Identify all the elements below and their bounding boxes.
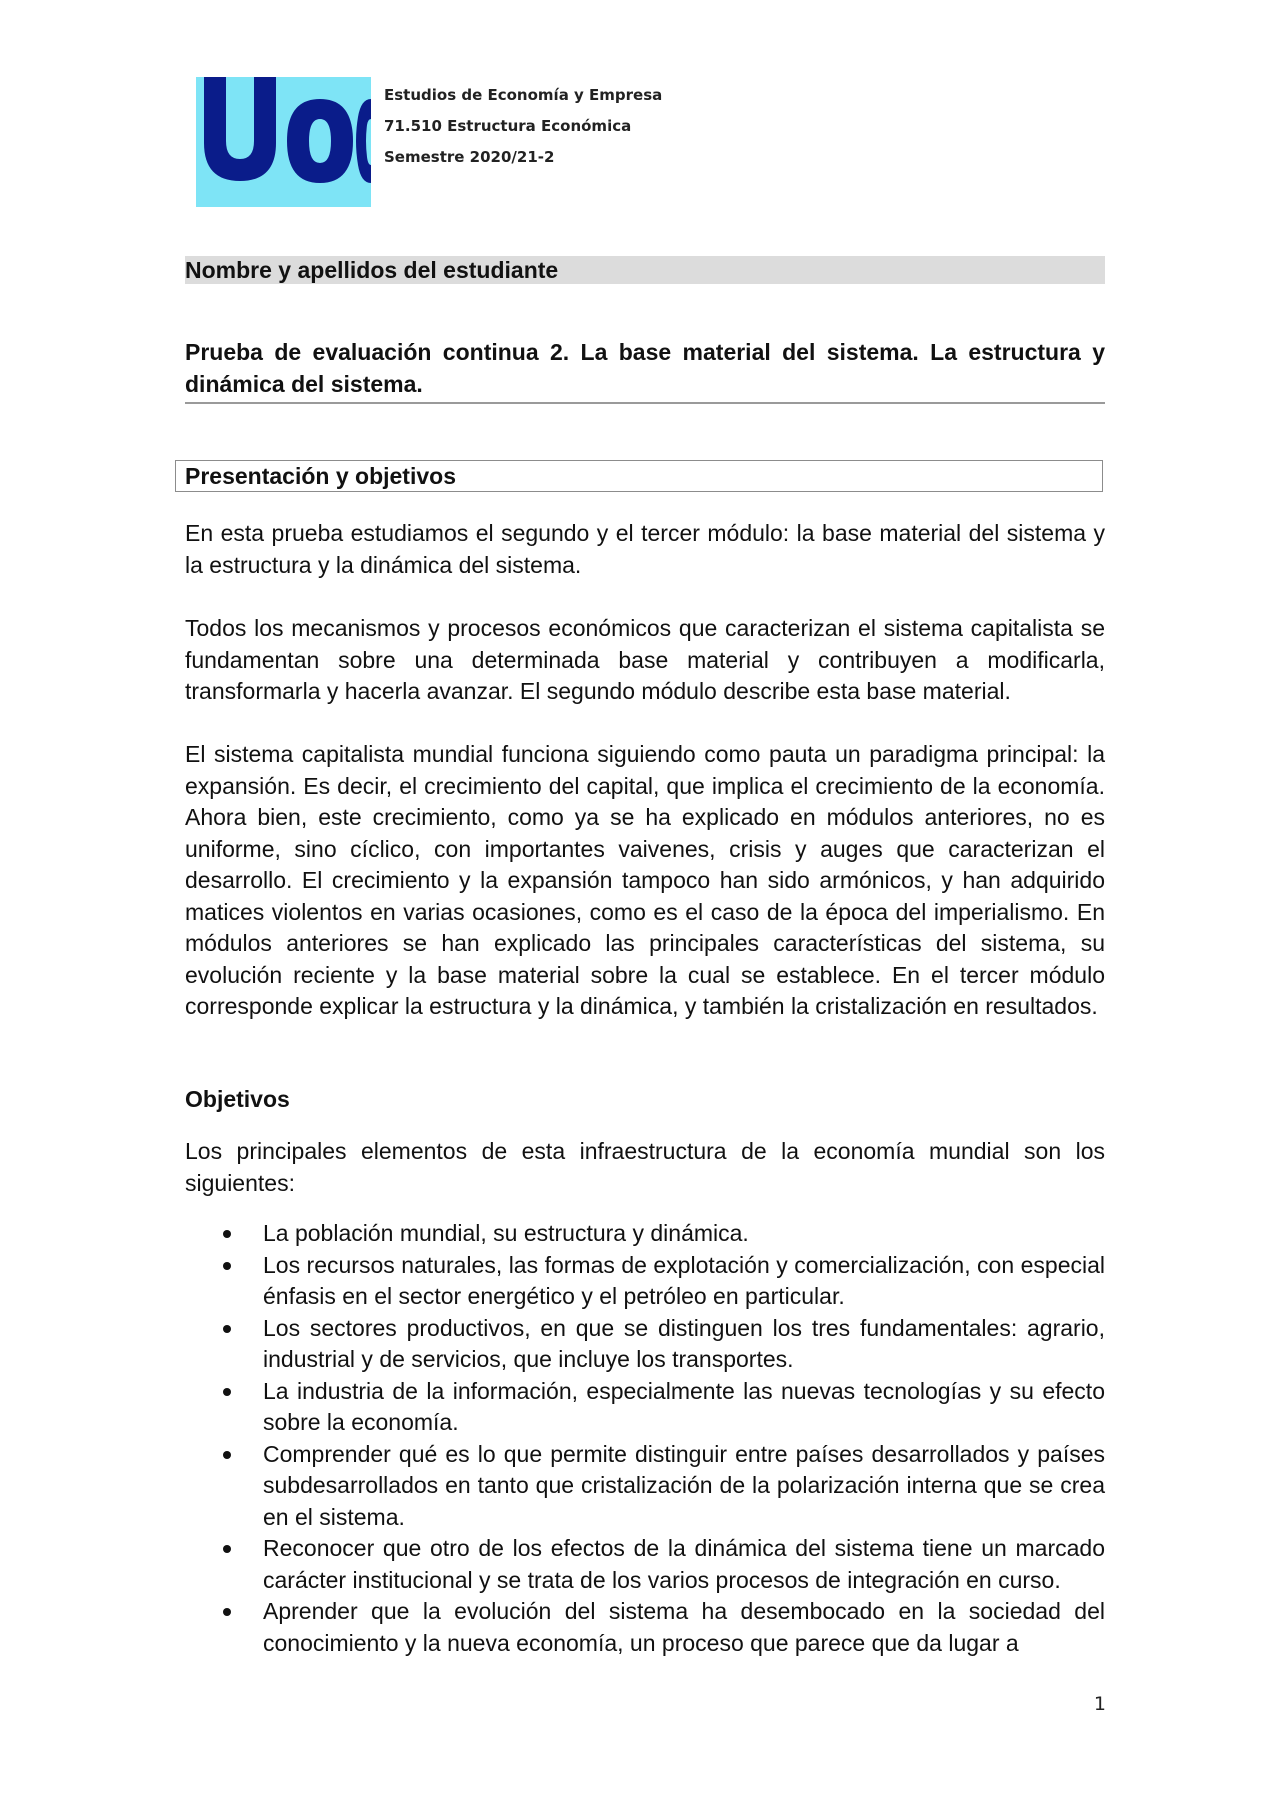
paragraph: El sistema capitalista mundial funciona siguiendo como pauta un paradigma principal: la expansión. Es decir, el crecimiento del capital, que implica el crecimiento de la economía. Ahora bien, este crecimiento, como ya se ha explicado en módulos anteriores, no es uniforme, sino cíclico, con importantes vaivenes, crisis y auges que caracterizan el desarrollo. El crecimiento y la expansión tampoco han sido armónicos, y han adquirido matices violentos en varias ocasiones, como es el caso de la época del imperialismo. En módulos anteriores se han explicado las principales características del sistema, su evolución reciente y la base material sobre la cual se establece. En el tercer módulo corresponde explicar la estructura y la dinámica, y también la cristalización en resultados. [185,741,1105,1019]
list-item: Los recursos naturales, las formas de explotación y comercialización, con especial énfasis en el sector energético y el petróleo en particular. [185,1250,1105,1313]
bullet-icon [223,1230,231,1238]
list-item: Comprender qué es lo que permite distinguir entre países desarrollados y países subdesarrollados en tanto que cristalización de la polarización interna que se crea en el sistema. [185,1439,1105,1534]
objectives-heading: Objetivos [185,1086,290,1112]
bullet-icon [223,1545,231,1553]
course-name: 71.510 Estructura Económica [384,117,632,135]
paragraph: En esta prueba estudiamos el segundo y el tercer módulo: la base material del sistema y la estructura y la dinámica del sistema. [185,520,1105,578]
page-number: 1 [1093,1693,1106,1715]
objectives-intro: Los principales elementos de esta infraestructura de la economía mundial son los siguientes: [185,1138,1105,1196]
student-name-bar [185,256,1105,284]
paragraph: Todos los mecanismos y procesos económicos que caracterizan el sistema capitalista se fundamentan sobre una determinada base material y contribuyen a modificarla, transformarla y hacerla avanzar. El segundo módulo describe esta base material. [185,615,1105,704]
semester: Semestre 2020/21-2 [384,148,555,166]
bullet-icon [223,1262,231,1270]
bullet-icon [223,1388,231,1396]
section-heading: Presentación y objetivos [185,463,456,489]
course-header [384,80,662,173]
student-name-label: Nombre y apellidos del estudiante [185,257,559,283]
bullet-icon [223,1325,231,1333]
document-title: Prueba de evaluación continua 2. La base material del sistema. La estructura y dinámica del sistema. [185,336,1105,404]
uoc-logo-mark [196,77,371,207]
uoc-logo [196,77,371,207]
list-item: Los sectores productivos, en que se distinguen los tres fundamentales: agrario, industrial y de servicios, que incluye los transportes. [185,1313,1105,1376]
list-item: Reconocer que otro de los efectos de la dinámica del sistema tiene un marcado carácter institucional y se trata de los varios procesos de integración en curso. [185,1533,1105,1596]
list-item: La industria de la información, especialmente las nuevas tecnologías y su efecto sobre la economía. [185,1376,1105,1439]
faculty-name: Estudios de Economía y Empresa [384,86,663,104]
objectives-list [185,1218,1105,1659]
bullet-icon [223,1608,231,1616]
section-heading-box [175,460,1103,492]
bullet-icon [223,1451,231,1459]
list-item: La población mundial, su estructura y dinámica. [185,1218,1105,1250]
list-item: Aprender que la evolución del sistema ha desembocado en la sociedad del conocimiento y la nueva economía, un proceso que parece que da lugar a [185,1596,1105,1659]
